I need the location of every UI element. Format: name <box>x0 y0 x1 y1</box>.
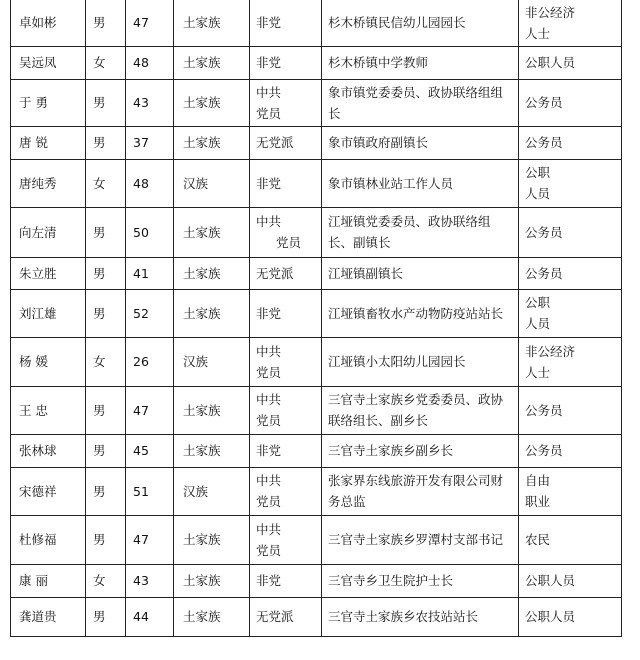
member-party <box>250 386 322 434</box>
member-party-line: 非党 <box>256 175 282 191</box>
member-party-line: 非党 <box>256 573 282 588</box>
member-category-line: 非公经济 <box>525 4 576 20</box>
member-name: 吴远凤 <box>11 46 86 79</box>
member-party <box>250 597 322 636</box>
member-ethnicity: 土家族 <box>174 564 250 597</box>
member-age: 41 <box>126 257 174 289</box>
member-gender: 男 <box>86 0 126 46</box>
member-age: 26 <box>126 337 174 386</box>
member-category <box>519 434 622 467</box>
member-name: 王 忠 <box>11 386 86 434</box>
member-gender: 女 <box>86 337 126 386</box>
member-party-line: 党员 <box>256 413 282 428</box>
member-party-line: 中共 <box>256 84 282 100</box>
member-category <box>519 386 622 434</box>
member-position-line: 象市镇政府副镇长 <box>328 135 429 150</box>
member-party-line: 党员 <box>256 364 282 380</box>
member-name: 唐 锐 <box>11 126 86 159</box>
member-position-line: 江垭镇小太阳幼儿园园长 <box>328 354 466 369</box>
member-gender: 男 <box>86 434 126 467</box>
member-party-line: 党员 <box>256 494 282 509</box>
member-age: 37 <box>126 126 174 159</box>
member-gender: 男 <box>86 597 126 636</box>
member-party <box>250 515 322 564</box>
member-party-line: 中共 <box>256 392 282 407</box>
member-position <box>322 46 519 79</box>
member-party-line: 无党派 <box>256 265 294 281</box>
table-row <box>11 515 622 564</box>
member-category <box>519 515 622 564</box>
member-position-line: 江垭镇党委委员、政协联络组 <box>328 214 491 229</box>
member-position <box>322 0 519 46</box>
member-party-line: 非党 <box>256 15 282 31</box>
member-party-line: 中共 <box>256 473 282 488</box>
member-category-line: 人员 <box>525 316 551 331</box>
member-category <box>519 0 622 46</box>
member-category <box>519 159 622 207</box>
member-position <box>322 159 519 207</box>
member-party-line: 无党派 <box>256 135 294 150</box>
member-age: 47 <box>126 386 174 434</box>
member-position <box>322 207 519 257</box>
member-position-line: 江垭镇副镇长 <box>328 265 404 281</box>
member-category-line: 公职人员 <box>525 55 576 70</box>
member-party-line: 中共 <box>256 521 282 537</box>
member-category-line: 农民 <box>525 532 551 547</box>
member-gender: 男 <box>86 257 126 289</box>
member-party <box>250 564 322 597</box>
member-gender: 男 <box>86 79 126 126</box>
member-category-line: 人士 <box>525 364 551 380</box>
member-category-line: 公务员 <box>525 443 563 458</box>
member-ethnicity: 汉族 <box>174 159 250 207</box>
member-position <box>322 126 519 159</box>
member-age: 47 <box>126 0 174 46</box>
member-party-line: 党员 <box>256 105 282 121</box>
member-gender: 男 <box>86 515 126 564</box>
member-party-line: 中共 <box>256 214 282 229</box>
member-ethnicity: 土家族 <box>174 126 250 159</box>
member-ethnicity: 土家族 <box>174 289 250 337</box>
member-party <box>250 79 322 126</box>
member-position-line: 象市镇党委委员、政协联络组组 <box>328 84 504 100</box>
member-category-line: 公职 <box>525 165 551 180</box>
member-ethnicity: 汉族 <box>174 467 250 515</box>
member-position <box>322 467 519 515</box>
member-ethnicity: 土家族 <box>174 515 250 564</box>
member-party <box>250 257 322 289</box>
member-position <box>322 337 519 386</box>
member-position-line: 象市镇林业站工作人员 <box>328 175 454 191</box>
member-gender: 女 <box>86 564 126 597</box>
member-party <box>250 434 322 467</box>
member-category-line: 非公经济 <box>525 343 576 359</box>
member-ethnicity: 土家族 <box>174 0 250 46</box>
member-position-line: 三官寺土家族乡党委委员、政协 <box>328 392 504 407</box>
member-name: 龚道贵 <box>11 597 86 636</box>
member-category <box>519 289 622 337</box>
table-row <box>11 564 622 597</box>
member-position <box>322 79 519 126</box>
member-category-line: 公职人员 <box>525 609 576 624</box>
member-ethnicity: 土家族 <box>174 79 250 126</box>
member-position-line: 联络组长、副乡长 <box>328 413 429 428</box>
table-row <box>11 159 622 207</box>
member-position-line: 杉木桥镇民信幼儿园园长 <box>328 15 466 31</box>
member-category-line: 公务员 <box>525 402 563 418</box>
member-name: 朱立胜 <box>11 257 86 289</box>
member-name: 宋德祥 <box>11 467 86 515</box>
member-category <box>519 207 622 257</box>
member-party-line: 党员 <box>276 235 302 250</box>
member-category-line: 职业 <box>525 494 551 509</box>
table-row <box>11 207 622 257</box>
member-name: 杨 媛 <box>11 337 86 386</box>
member-gender: 男 <box>86 207 126 257</box>
member-position-line: 张家界东线旅游开发有限公司财 <box>328 473 504 488</box>
member-category <box>519 257 622 289</box>
member-party-line: 非党 <box>256 55 282 70</box>
member-name: 张林球 <box>11 434 86 467</box>
member-ethnicity: 土家族 <box>174 434 250 467</box>
member-gender: 女 <box>86 159 126 207</box>
member-category-line: 公职 <box>525 295 551 310</box>
member-age: 45 <box>126 434 174 467</box>
member-party-line: 非党 <box>256 305 282 321</box>
member-name: 卓如彬 <box>11 0 86 46</box>
member-position <box>322 386 519 434</box>
member-position-line: 务总监 <box>328 494 366 509</box>
member-party <box>250 126 322 159</box>
member-party-line: 中共 <box>256 343 282 359</box>
table-row <box>11 289 622 337</box>
member-category <box>519 564 622 597</box>
member-roster-table <box>10 0 622 637</box>
member-position-line: 长、副镇长 <box>328 235 391 250</box>
member-party <box>250 207 322 257</box>
member-party <box>250 337 322 386</box>
table-row <box>11 257 622 289</box>
member-position <box>322 434 519 467</box>
member-age: 50 <box>126 207 174 257</box>
member-name: 向左清 <box>11 207 86 257</box>
member-ethnicity: 土家族 <box>174 597 250 636</box>
member-party <box>250 467 322 515</box>
member-age: 43 <box>126 564 174 597</box>
member-gender: 男 <box>86 126 126 159</box>
member-category <box>519 126 622 159</box>
member-category-line: 人士 <box>525 25 551 41</box>
member-name: 杜修福 <box>11 515 86 564</box>
member-position-line: 江垭镇畜牧水产动物防疫站站长 <box>328 305 504 321</box>
member-age: 48 <box>126 159 174 207</box>
member-ethnicity: 汉族 <box>174 337 250 386</box>
member-position-line: 三官寺土家族乡罗潭村支部书记 <box>328 532 504 547</box>
member-party-line: 无党派 <box>256 609 294 624</box>
member-party <box>250 159 322 207</box>
member-position-line: 长 <box>328 105 341 121</box>
member-ethnicity: 土家族 <box>174 257 250 289</box>
member-party <box>250 289 322 337</box>
member-category <box>519 467 622 515</box>
member-category-line: 公务员 <box>525 135 563 150</box>
member-position-line: 三官寺土家族乡农技站站长 <box>328 609 479 624</box>
member-party-line: 党员 <box>256 542 282 558</box>
member-gender: 女 <box>86 46 126 79</box>
member-position <box>322 257 519 289</box>
member-position <box>322 597 519 636</box>
member-position-line: 杉木桥镇中学教师 <box>328 55 429 70</box>
member-category <box>519 337 622 386</box>
member-category-line: 自由 <box>525 473 551 488</box>
member-category-line: 公务员 <box>525 95 563 110</box>
member-age: 47 <box>126 515 174 564</box>
member-position <box>322 564 519 597</box>
member-age: 51 <box>126 467 174 515</box>
member-age: 44 <box>126 597 174 636</box>
member-age: 52 <box>126 289 174 337</box>
member-name: 于 勇 <box>11 79 86 126</box>
member-position-line: 三官寺土家族乡副乡长 <box>328 443 454 458</box>
member-category <box>519 46 622 79</box>
member-category-line: 公务员 <box>525 224 563 240</box>
member-category-line: 公职人员 <box>525 573 576 588</box>
member-category <box>519 597 622 636</box>
member-position <box>322 515 519 564</box>
table-row <box>11 79 622 126</box>
member-name: 刘江雄 <box>11 289 86 337</box>
member-age: 43 <box>126 79 174 126</box>
member-position <box>322 289 519 337</box>
member-gender: 男 <box>86 467 126 515</box>
member-position-line: 三官寺乡卫生院护士长 <box>328 573 454 588</box>
member-name: 康 丽 <box>11 564 86 597</box>
member-party <box>250 46 322 79</box>
member-ethnicity: 土家族 <box>174 386 250 434</box>
table-row <box>11 337 622 386</box>
member-category-line: 人员 <box>525 186 551 201</box>
table-row <box>11 126 622 159</box>
member-name: 唐纯秀 <box>11 159 86 207</box>
member-ethnicity: 土家族 <box>174 46 250 79</box>
member-gender: 男 <box>86 386 126 434</box>
table-row <box>11 597 622 636</box>
member-age: 48 <box>126 46 174 79</box>
member-party <box>250 0 322 46</box>
table-row <box>11 386 622 434</box>
table-row <box>11 434 622 467</box>
member-party-line: 非党 <box>256 443 282 458</box>
member-category-line: 公务员 <box>525 265 563 281</box>
table-row <box>11 467 622 515</box>
member-category <box>519 79 622 126</box>
table-row <box>11 46 622 79</box>
member-gender: 男 <box>86 289 126 337</box>
table-row <box>11 0 622 46</box>
member-ethnicity: 土家族 <box>174 207 250 257</box>
